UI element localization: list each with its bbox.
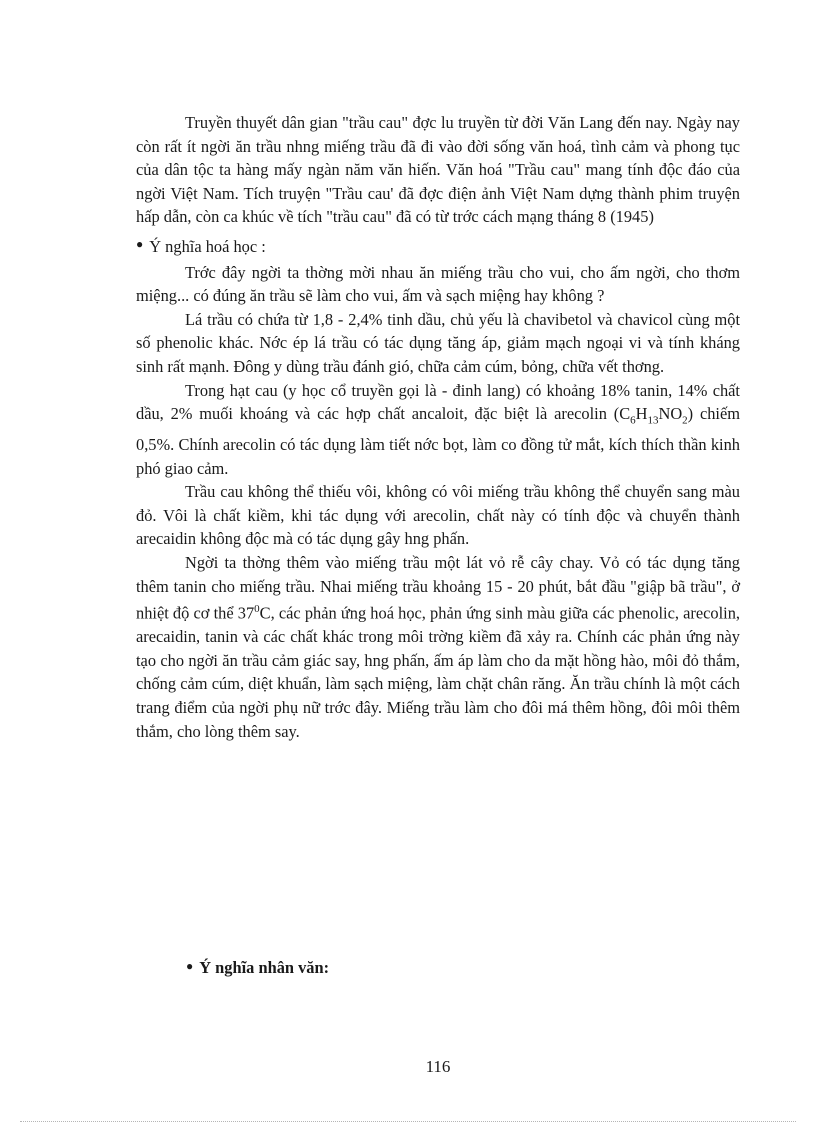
chemistry-paragraph-5	[136, 551, 740, 743]
text-run: ) chiếm 0,5%. Chính arecolin có tác dụng làm tiết nớc bọt, làm co đồng tử mắt, kích thích thần kinh phó giao cảm.	[136, 404, 740, 478]
subscript: 6	[630, 414, 636, 427]
page-bottom-divider	[20, 1121, 796, 1122]
text-run: NO	[658, 404, 683, 424]
chemistry-paragraph-2: Lá trầu có chứa từ 1,8 - 2,4% tinh dầu, chủ yếu là chavibetol và chavicol cùng một số phenolic khác. Nớc ép lá trầu có tác dụng tăng áp, giảm mạch ngoại vi và tính kháng sinh rất mạnh. Đông y dùng trầu đánh gió, chữa cảm cúm, bỏng, chữa vết thơng.	[136, 309, 740, 376]
page-number: 116	[425, 1057, 451, 1076]
body-text	[136, 111, 740, 743]
section-heading-label: Ý nghĩa hoá học :	[149, 236, 266, 256]
section-heading-humanity	[186, 958, 586, 978]
text-run: C, các phản ứng hoá học, phản ứng sinh màu giữa các phenolic, arecolin, arecaidin, tanin và các chất khác trong môi trờng kiềm đã xảy ra. Chính các phản ứng này tạo cho ngời ăn trầu cảm giác say, hng phấn, ấm áp làm cho da mặt hồng hào, môi đỏ thắm, chống cảm cúm, diệt khuẩn, làm sạch miệng, làm chặt chân răng. Ăn trầu chính là một cách trang điểm của ngời phụ nữ trớc đây. Miếng trầu làm cho đôi má thêm hồng, đôi môi thêm thắm, cho lòng thêm say.	[136, 603, 740, 741]
superscript: 0	[254, 603, 260, 616]
section-heading-label: Ý nghĩa nhân văn:	[199, 958, 330, 977]
text-run: Ngời ta thờng thêm vào miếng trầu một lát vỏ rễ cây chay. Vỏ có tác dụng tăng thêm tanin cho miếng trầu. Nhai miếng trầu khoảng 15 - 20 phút, bắt đầu "giập bã trầu", ở nhiệt độ cơ thể 37	[136, 552, 740, 623]
chemistry-paragraph-1: Trớc đây ngời ta thờng mời nhau ăn miếng trầu cho vui, cho ấm ngời, cho thơm miệng... có đúng ăn trầu sẽ làm cho vui, ấm và sạch miệng hay không ?	[136, 262, 740, 306]
chemistry-paragraph-4: Trầu cau không thể thiếu vôi, không có vôi miếng trầu không thể chuyển sang màu đỏ. Vôi là chất kiềm, khi tác dụng với arecolin, chất này có tính độc và chuyển thành arecaidin không độc mà có tác dụng gây hng phấn.	[136, 482, 740, 549]
bullet-icon: ●	[136, 236, 144, 251]
bullet-icon: ●	[186, 958, 194, 973]
subscript: 2	[682, 414, 688, 427]
chemistry-paragraph-3	[136, 379, 740, 481]
section-heading-chemistry	[136, 235, 740, 259]
intro-paragraph: Truyền thuyết dân gian "trầu cau" đợc lu truyền từ đời Văn Lang đến nay. Ngày nay còn rất ít ngời ăn trầu nhng miếng trầu đã đi vào đời sống văn hoá, tình cảm và phong tục của dân tộc ta hàng mấy ngàn năm văn hiến. Văn hoá "Trầu cau" mang tính độc đáo của ngời Việt Nam. Tích truyện "Trầu cau' đã đợc điện ảnh Việt Nam dựng thành phim truyện hấp dẫn, còn ca khúc về tích "trầu cau" đã có từ trớc cách mạng tháng 8 (1945)	[136, 113, 740, 227]
text-run: Trong hạt cau (y học cổ truyền gọi là - đinh lang) có khoảng 18% tanin, 14% chất dầu, 2% muối khoáng và các hợp chất ancaloit, đặc biệt là arecolin (C	[136, 380, 740, 424]
text-run: H	[635, 404, 648, 424]
subscript: 13	[647, 414, 659, 427]
